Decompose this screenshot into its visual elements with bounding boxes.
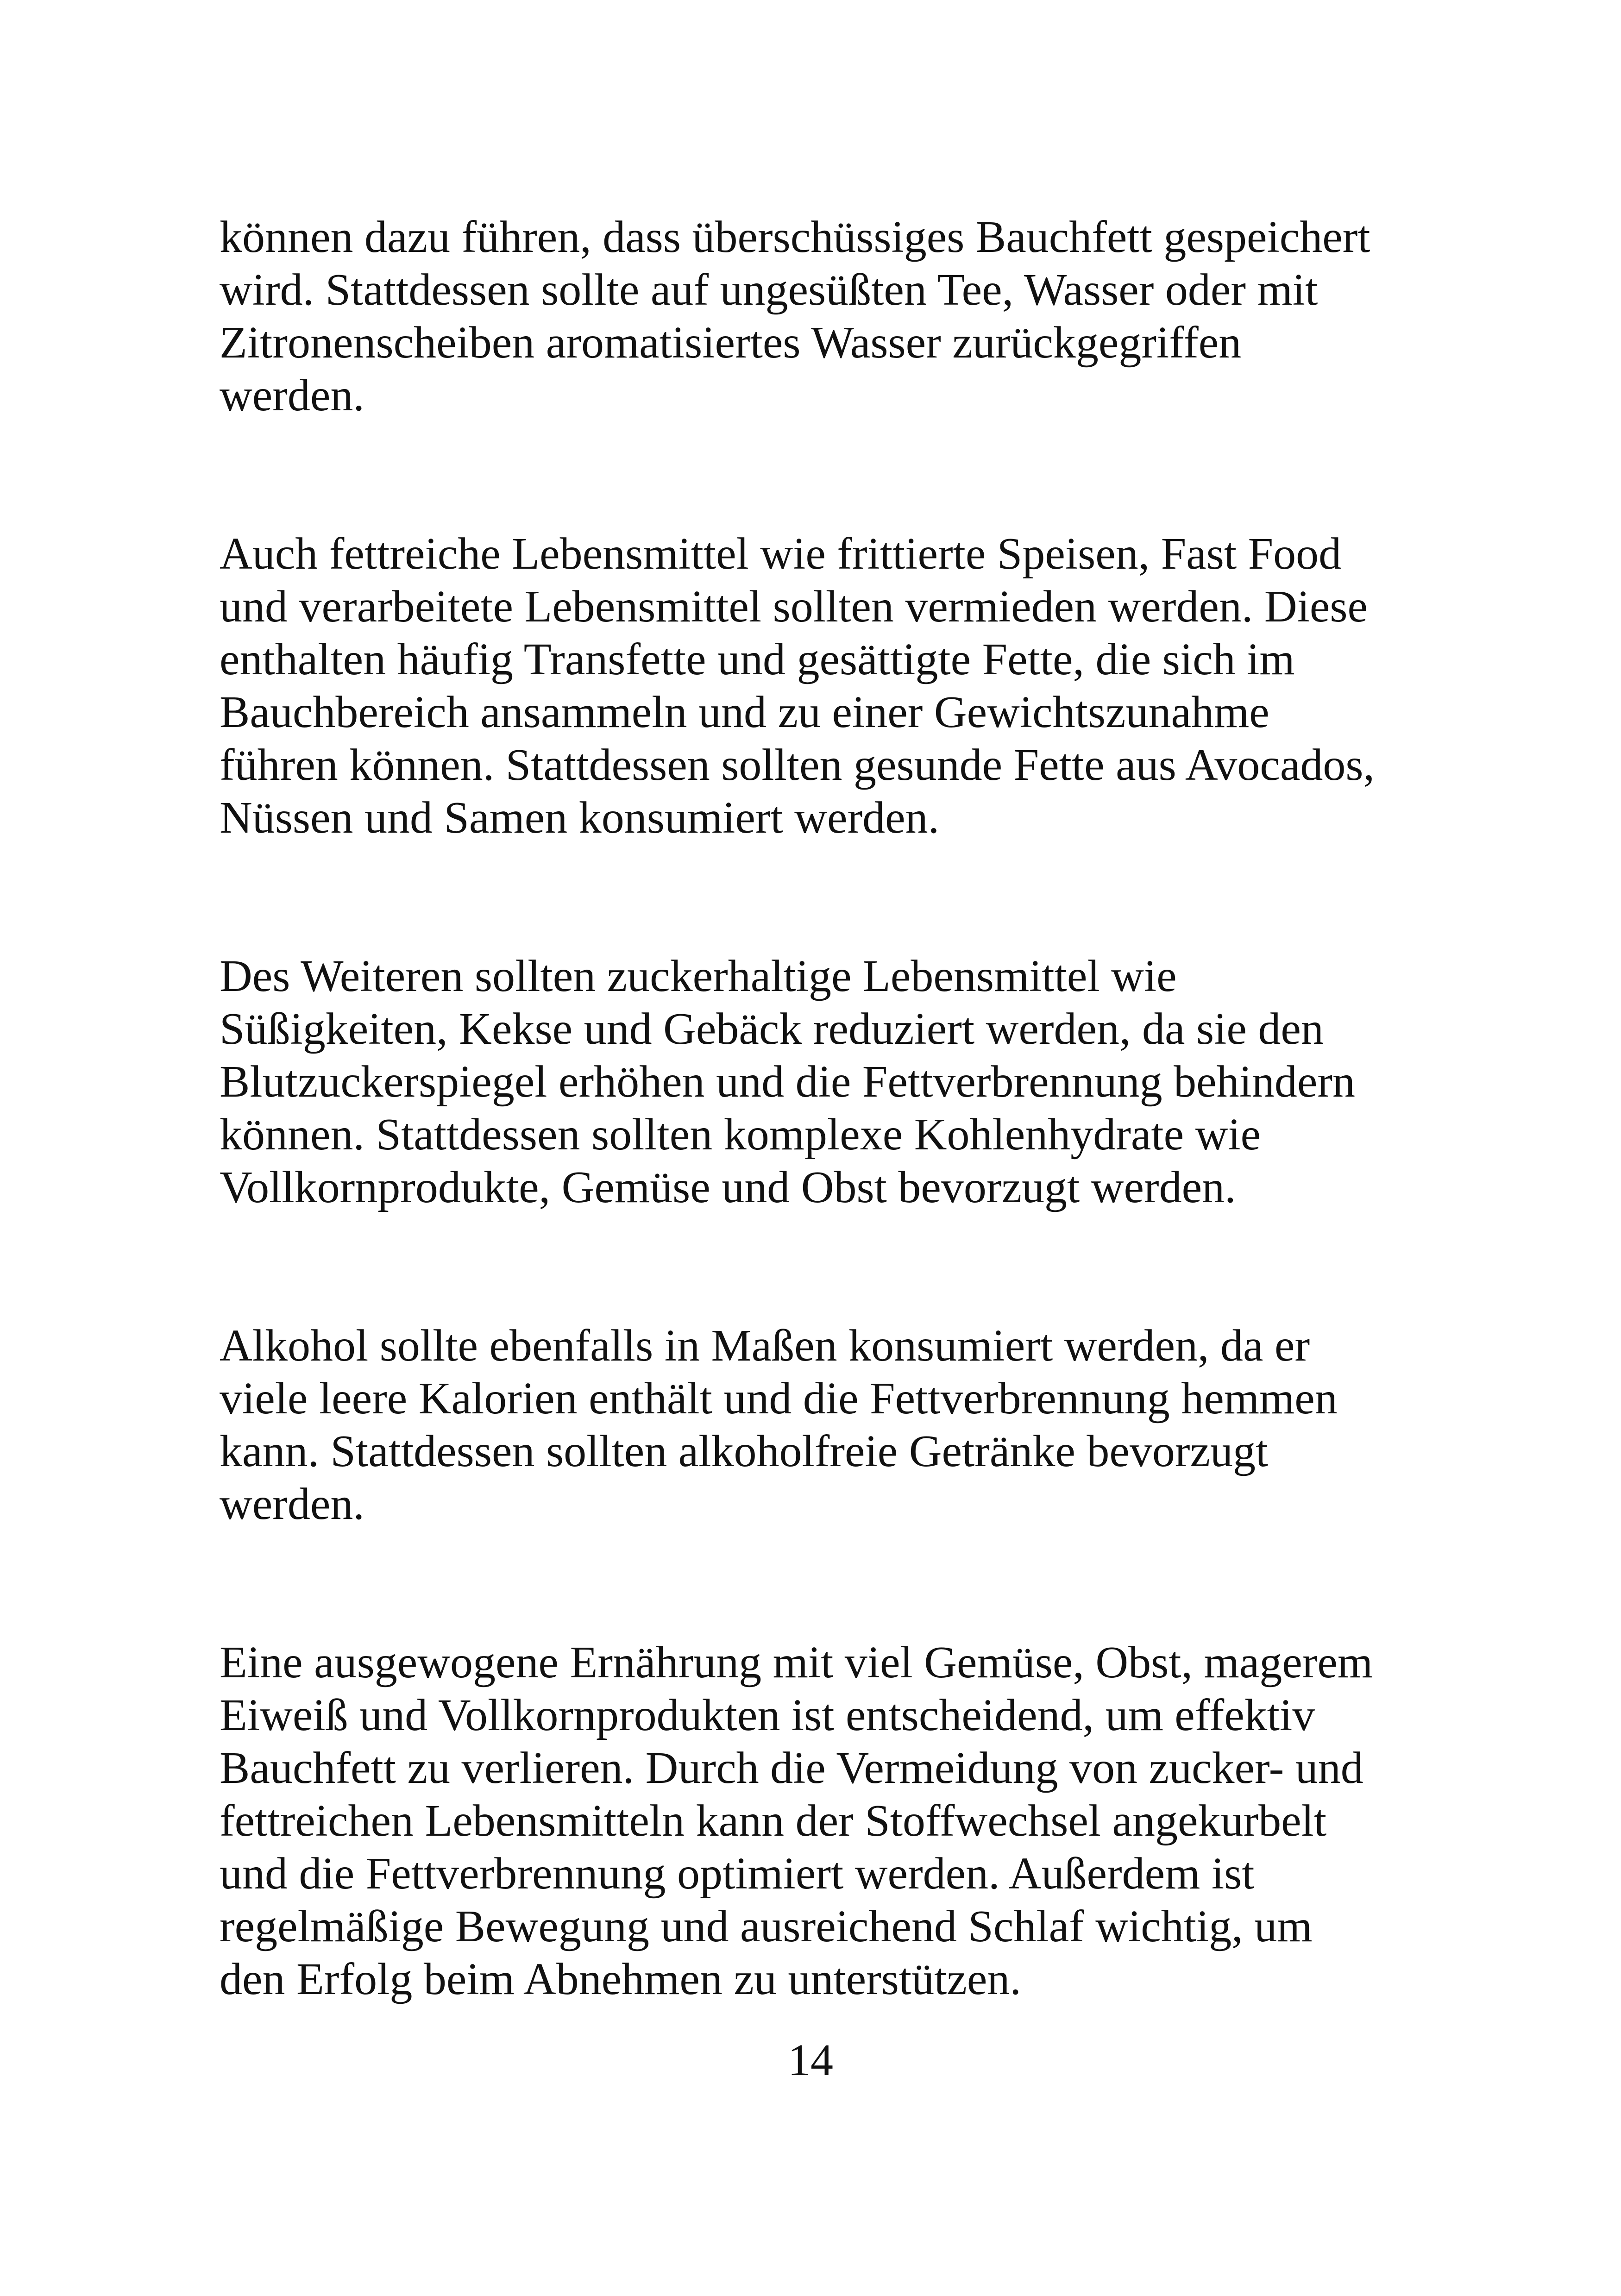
text-line: und die Fettverbrennung optimiert werden. Außerdem ist	[220, 1849, 1255, 1899]
text-line: Des Weiteren sollten zuckerhaltige Lebensmittel wie	[220, 951, 1177, 1001]
paragraph-2	[220, 527, 1424, 844]
paragraph-1	[220, 211, 1424, 422]
body-text	[220, 211, 1424, 2006]
paragraph-3	[220, 950, 1424, 1214]
page-number: 14	[788, 2035, 833, 2085]
text-line: viele leere Kalorien enthält und die Fettverbrennung hemmen	[220, 1374, 1338, 1424]
text-line: Eine ausgewogene Ernährung mit viel Gemüse, Obst, magerem	[220, 1637, 1373, 1687]
text-line: können. Stattdessen sollten komplexe Kohlenhydrate wie	[220, 1110, 1261, 1160]
text-line: Bauchfett zu verlieren. Durch die Vermeidung von zucker- und	[220, 1743, 1363, 1793]
text-line: Auch fettreiche Lebensmittel wie frittierte Speisen, Fast Food	[220, 529, 1342, 579]
text-line: Eiweiß und Vollkornprodukten ist entscheidend, um effektiv	[220, 1690, 1315, 1740]
text-line: Bauchbereich ansammeln und zu einer Gewichtszunahme	[220, 687, 1269, 737]
text-line: fettreichen Lebensmitteln kann der Stoffwechsel angekurbelt	[220, 1796, 1327, 1846]
text-line: können dazu führen, dass überschüssiges Bauchfett gespeichert	[220, 212, 1370, 262]
text-line: Alkohol sollte ebenfalls in Maßen konsumiert werden, da er	[220, 1321, 1310, 1371]
text-line: Vollkornprodukte, Gemüse und Obst bevorzugt werden.	[220, 1162, 1236, 1212]
text-line: und verarbeitete Lebensmittel sollten vermieden werden. Diese	[220, 582, 1368, 632]
text-line: kann. Stattdessen sollten alkoholfreie Getränke bevorzugt	[220, 1426, 1269, 1476]
paragraph-5	[220, 1636, 1424, 2006]
text-line: werden.	[220, 1479, 364, 1529]
paragraph-4	[220, 1319, 1424, 1531]
text-line: Nüssen und Samen konsumiert werden.	[220, 793, 940, 843]
text-line: regelmäßige Bewegung und ausreichend Schlaf wichtig, um	[220, 1901, 1313, 1951]
text-line: Zitronenscheiben aromatisiertes Wasser zurückgegriffen	[220, 318, 1242, 368]
text-line: Süßigkeiten, Kekse und Gebäck reduziert werden, da sie den	[220, 1004, 1324, 1054]
text-line: Blutzuckerspiegel erhöhen und die Fettverbrennung behindern	[220, 1057, 1355, 1107]
text-line: werden.	[220, 370, 364, 420]
text-line: wird. Stattdessen sollte auf ungesüßten Tee, Wasser oder mit	[220, 265, 1318, 315]
text-line: den Erfolg beim Abnehmen zu unterstützen.	[220, 1954, 1021, 2004]
text-line: enthalten häufig Transfette und gesättigte Fette, die sich im	[220, 634, 1295, 684]
text-line: führen können. Stattdessen sollten gesunde Fette aus Avocados,	[220, 740, 1375, 790]
